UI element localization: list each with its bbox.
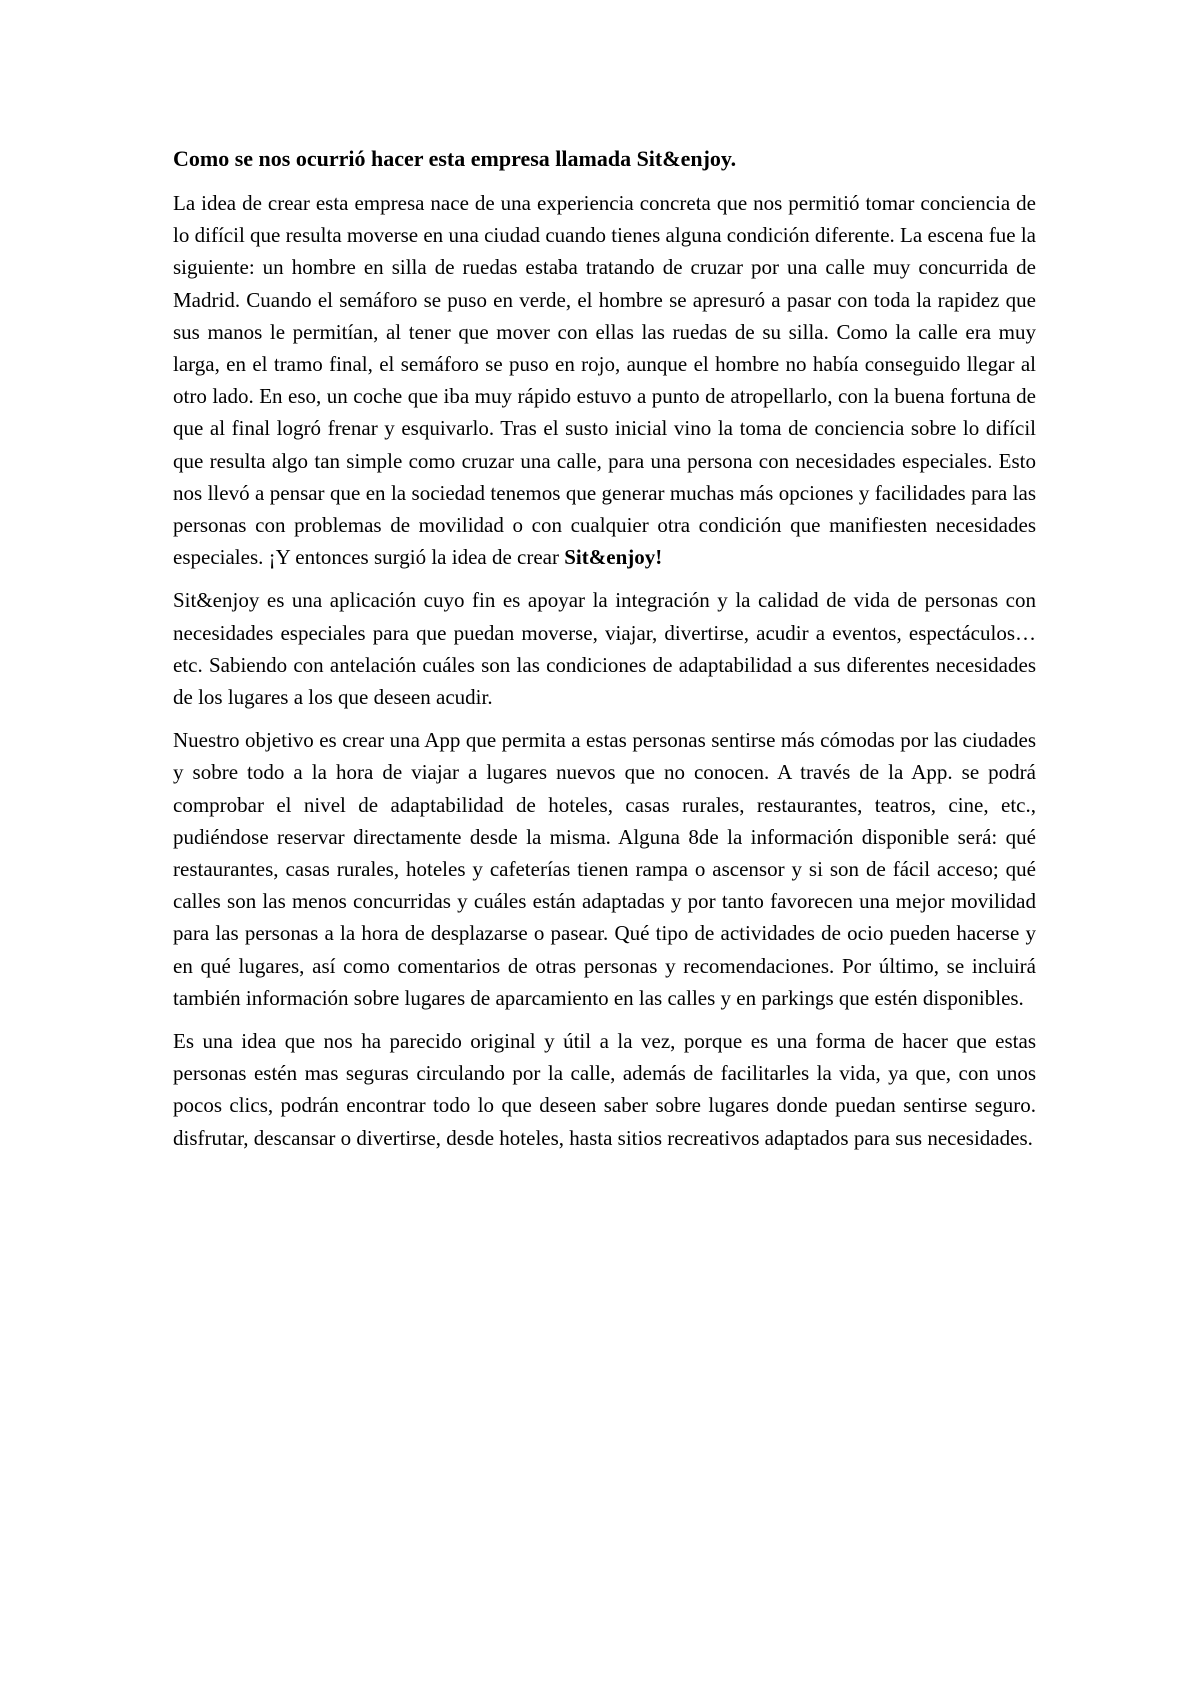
paragraph-origin-story-text: La idea de crear esta empresa nace de una experiencia concreta que nos permitió tomar conciencia de lo difícil que resulta moverse en una ciudad cuando tienes alguna condición diferente. La escena fue la siguiente: un hombre en silla de ruedas estaba tratando de cruzar por una calle muy concurrida de Madrid. Cuando el semáforo se puso en verde, el hombre se apresuró a pasar con toda la rapidez que sus manos le permitían, al tener que mover con ellas las ruedas de su silla. Como la calle era muy larga, en el tramo final, el semáforo se puso en rojo, aunque el hombre no había conseguido llegar al otro lado. En eso, un coche que iba muy rápido estuvo a punto de atropellarlo, con la buena fortuna de que al final logró frenar y esquivarlo. Tras el susto inicial vino la toma de conciencia sobre lo difícil que resulta algo tan simple como cruzar una calle, para una persona con necesidades especiales. Esto nos llevó a pensar que en la sociedad tenemos que generar muchas más opciones y facilidades para las personas con problemas de movilidad o con cualquier otra condición que manifiesten necesidades especiales. ¡Y entonces surgió la idea de crear [173,191,1036,570]
document-body [173,143,1036,1165]
paragraph-app-purpose: Sit&enjoy es una aplicación cuyo fin es apoyar la integración y la calidad de vida de personas con necesidades especiales para que puedan moverse, viajar, divertirse, acudir a eventos, espectáculos…etc. Sabiendo con antelación cuáles son las condiciones de adaptabilidad a sus diferentes necesidades de los lugares a los que deseen acudir. [173,588,1036,710]
brand-emphasis: Sit&enjoy! [564,545,663,570]
document-title: Como se nos ocurrió hacer esta empresa llamada Sit&enjoy. [173,146,737,171]
paragraph-conclusion: Es una idea que nos ha parecido original y útil a la vez, porque es una forma de hacer que estas personas estén mas seguras circulando por la calle, además de facilitarles la vida, ya que, con unos pocos clics, podrán encontrar todo lo que deseen saber sobre lugares donde puedan sentirse seguro. disfrutar, descansar o divertirse, desde hoteles, hasta sitios recreativos adaptados para sus necesidades. [173,1029,1036,1150]
paragraph-objective: Nuestro objetivo es crear una App que permita a estas personas sentirse más cómodas por las ciudades y sobre todo a la hora de viajar a lugares nuevos que no conocen. A través de la App. se podrá comprobar el nivel de adaptabilidad de hoteles, casas rurales, restaurantes, teatros, cine, etc., pudiéndose reservar directamente desde la misma. Alguna 8de la información disponible será: qué restaurantes, casas rurales, hoteles y cafeterías tienen rampa o ascensor y si son de fácil acceso; qué calles son las menos concurridas y cuáles están adaptadas y por tanto favorecen una mejor movilidad para las personas a la hora de desplazarse o pasear. Qué tipo de actividades de ocio pueden hacerse y en qué lugares, así como comentarios de otras personas y recomendaciones. Por último, se incluirá también información sobre lugares de aparcamiento en las calles y en parkings que estén disponibles. [173,728,1036,1010]
paragraph-origin-story [173,187,1036,573]
